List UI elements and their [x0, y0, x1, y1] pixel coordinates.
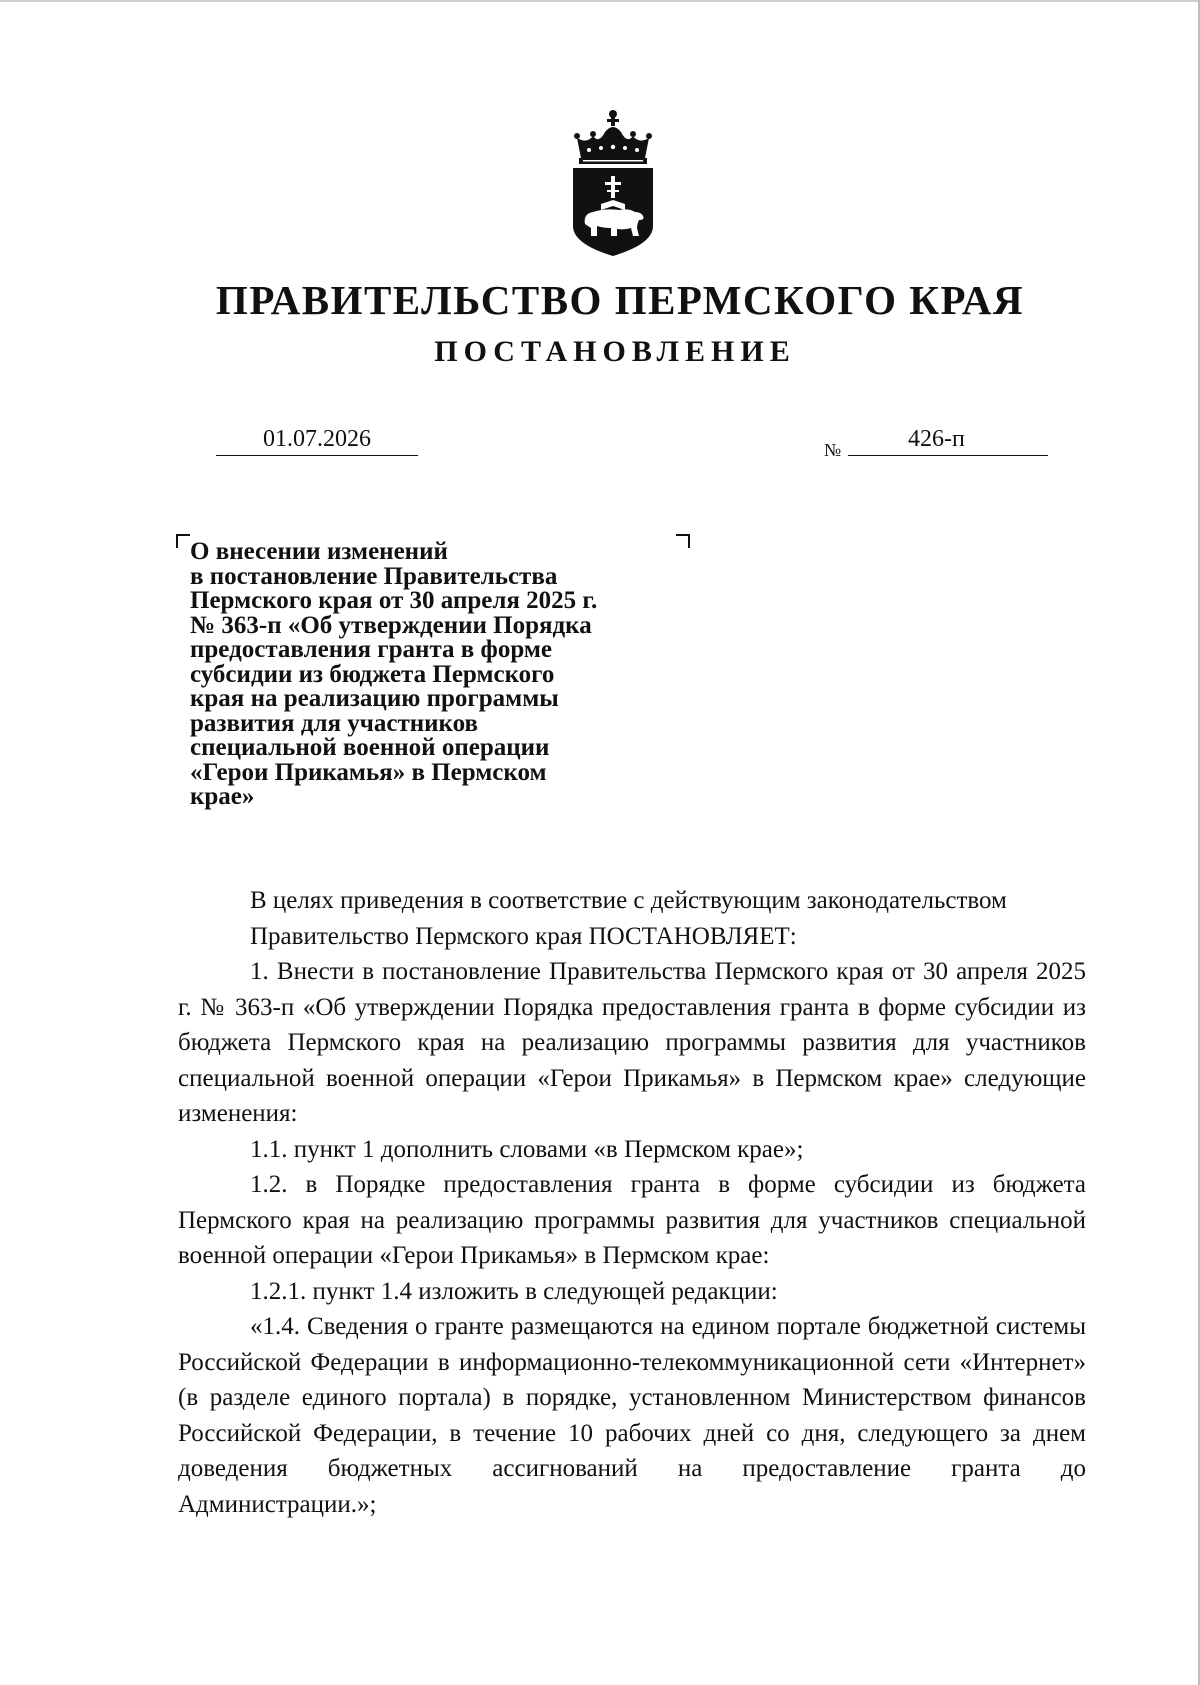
body-paragraph: 1.2. в Порядке предоставления гранта в форме субсидии из бюджета Пермского края на реализацию программы развития для участников специальной военной операции «Герои Прикамья» в Пермском крае: — [178, 1171, 1086, 1269]
subject-line: «Герои Прикамья» в Пермском — [190, 758, 547, 786]
body-paragraph: «1.4. Сведения о гранте размещаются на едином портале бюджетной системы Российской Федерации в информационно-телекоммуникационной сети «Интернет» (в разделе единого портала) в порядке, установленном Министерством финансов Российской Федерации, в течение 10 рабочих дней со дня, следующего за днем доведения бюджетных ассигнований на предоставление гранта до Администрации.»; — [178, 1313, 1086, 1518]
document-body — [178, 883, 1086, 1522]
document-type: ПОСТАНОВЛЕНИЕ — [434, 335, 796, 368]
body-paragraph: 1.2.1. пункт 1.4 изложить в следующей редакции: — [250, 1277, 778, 1305]
subject-line: О внесении изменений — [190, 538, 448, 565]
document-date: 01.07.2026 — [216, 426, 418, 456]
perm-krai-coat-of-arms-icon — [567, 108, 659, 258]
subject-line: Пермского края от 30 апреля 2025 г. — [190, 587, 598, 614]
body-paragraph: В целях приведения в соответствие с действующим законодательством — [250, 887, 1007, 914]
subject-line: предоставления гранта в форме — [190, 636, 552, 663]
subject-bracket-left — [176, 534, 190, 548]
body-paragraph: Правительство Пермского края ПОСТАНОВЛЯЕТ: — [250, 922, 797, 950]
subject-line: развития для участников — [190, 709, 479, 737]
document-number: 426-п — [848, 426, 1048, 456]
body-paragraph: 1. Внести в постановление Правительства Пермского края от 30 апреля 2025 г. № 363-п «Об утверждении Порядка предоставления гранта в форме субсидии из бюджета Пермского края на реализацию программы развития для участников специальной военной операции «Герои Прикамья» в Пермском крае» следующие изменения: — [178, 958, 1086, 1127]
subject-line: в постановление Правительства — [190, 562, 558, 590]
scan-edge-top — [0, 0, 1200, 2]
subject-line: субсидии из бюджета Пермского — [190, 660, 555, 688]
government-title: ПРАВИТЕЛЬСТВО ПЕРМСКОГО КРАЯ — [215, 277, 1025, 323]
subject-line: края на реализацию программы — [190, 685, 559, 712]
subject-line: специальной военной операции — [190, 734, 550, 761]
document-subject — [190, 540, 680, 810]
subject-line: крае» — [190, 783, 255, 810]
number-label: № — [824, 440, 842, 460]
body-paragraph: 1.1. пункт 1 дополнить словами «в Пермском крае»; — [250, 1135, 804, 1163]
subject-line: № 363-п «Об утверждении Порядка — [190, 611, 592, 639]
